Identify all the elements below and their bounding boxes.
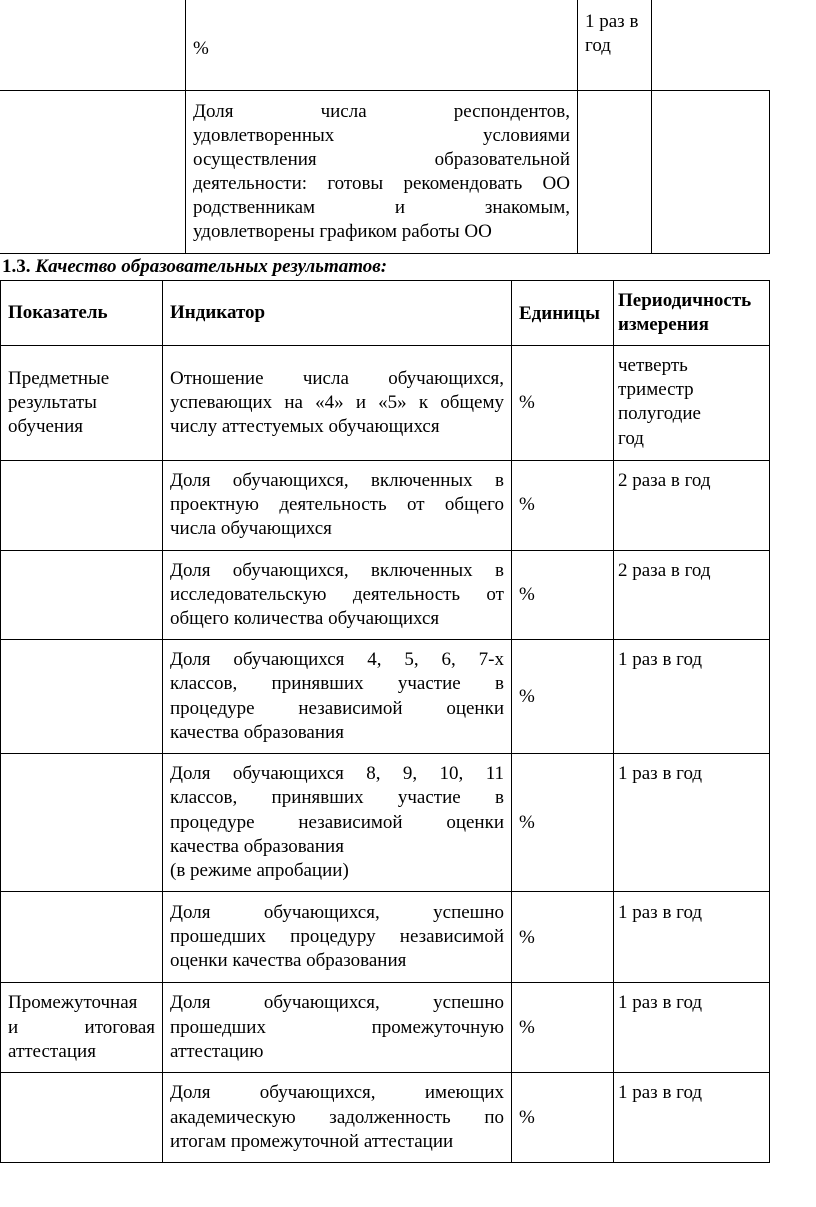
table-border [0, 1072, 770, 1073]
metric-line: числа обучающихся [170, 518, 332, 539]
text-line: удовлетворены графиком работы ОО [193, 221, 492, 242]
unit-cell: % [519, 584, 535, 605]
metric-line: классов, принявших участие в [170, 673, 504, 694]
top-table-border [651, 90, 652, 254]
top-table-border [577, 90, 578, 254]
metric-line: (в режиме апробации) [170, 860, 349, 881]
metric-line: Доля обучающихся 4, 5, 6, 7-х [170, 649, 504, 670]
top-table-border [185, 90, 186, 254]
metric-line: процедуре независимой оценки [170, 698, 504, 719]
period-line: 2 раза в год [618, 560, 711, 581]
header-unit: Единицы [519, 303, 600, 324]
table-border [0, 639, 770, 640]
top-table-border [769, 90, 770, 254]
metric-line: качества образования [170, 836, 344, 857]
metric-line: Доля обучающихся, имеющих [170, 1082, 504, 1103]
indicator-cell: и итоговая [8, 1017, 155, 1038]
top-table-border [0, 253, 770, 254]
period-line: 1 раз в год [618, 649, 703, 670]
top-periodicity-line1: 1 раз в [585, 11, 639, 32]
table-border [0, 891, 770, 892]
text-line: удовлетворенных условиями [193, 125, 570, 146]
period-line: 1 раз в год [618, 902, 703, 923]
metric-line: оценки качества образования [170, 950, 407, 971]
table-border [0, 753, 770, 754]
metric-line: Доля обучающихся, включенных в [170, 560, 504, 581]
metric-line: академическую задолженность по [170, 1107, 504, 1128]
metric-line: общего количества обучающихся [170, 608, 440, 629]
indicator-cell: аттестация [8, 1041, 96, 1062]
text-line: Доля числа респондентов, [193, 101, 570, 122]
period-line: 1 раз в год [618, 1082, 703, 1103]
table-border [162, 280, 163, 1163]
metric-line: исследовательскую деятельность от [170, 584, 504, 605]
table-border [0, 280, 1, 1163]
period-line: 2 раза в год [618, 470, 711, 491]
metric-line: проектную деятельность от общего [170, 494, 504, 515]
table-border [769, 280, 770, 1163]
header-period-line2: измерения [618, 314, 709, 335]
metric-line: Доля обучающихся 8, 9, 10, 11 [170, 763, 504, 784]
unit-cell: % [519, 812, 535, 833]
metric-line: Отношение числа обучающихся, [170, 368, 504, 389]
period-line: год [618, 428, 644, 449]
table-border [511, 280, 512, 1163]
metric-line: процедуре независимой оценки [170, 812, 504, 833]
top-table-border [651, 0, 652, 91]
top-table-border [0, 90, 770, 91]
indicator-cell: результаты [8, 392, 97, 413]
top-table-border [185, 0, 186, 91]
indicator-cell: Промежуточная [8, 992, 138, 1013]
period-line: 1 раз в год [618, 992, 703, 1013]
period-line: полугодие [618, 403, 701, 424]
table-border [0, 982, 770, 983]
table-border [0, 460, 770, 461]
unit-cell: % [519, 494, 535, 515]
indicator-cell: Предметные [8, 368, 110, 389]
text-line: родственникам и знакомым, [193, 197, 570, 218]
header-indicator: Показатель [8, 302, 108, 323]
metric-line: качества образования [170, 722, 344, 743]
metric-line: Доля обучающихся, успешно [170, 992, 504, 1013]
unit-cell: % [519, 1107, 535, 1128]
metric-line: успевающих на «4» и «5» к общему [170, 392, 504, 413]
header-metric: Индикатор [170, 302, 266, 323]
unit-cell: % [519, 927, 535, 948]
table-border [0, 550, 770, 551]
section-heading [2, 255, 387, 279]
table-border [613, 280, 614, 1163]
period-line: четверть [618, 355, 688, 376]
unit-cell: % [519, 1017, 535, 1038]
top-periodicity-line2: год [585, 35, 611, 56]
table-border [0, 280, 770, 281]
table-border [0, 1162, 770, 1163]
metric-line: итогам промежуточной аттестации [170, 1131, 454, 1152]
header-period-line1: Периодичность [618, 290, 752, 311]
period-line: 1 раз в год [618, 763, 703, 784]
text-line: деятельности: готовы рекомендовать ОО [193, 173, 570, 194]
period-line: триместр [618, 379, 694, 400]
top-table-border [577, 0, 578, 91]
metric-line: классов, принявших участие в [170, 787, 504, 808]
metric-line: прошедших процедуру независимой [170, 926, 504, 947]
metric-line: Доля обучающихся, успешно [170, 902, 504, 923]
section-number: 1.3. [2, 256, 31, 277]
metric-line: аттестацию [170, 1041, 264, 1062]
indicator-cell: обучения [8, 416, 84, 437]
unit-cell: % [519, 686, 535, 707]
text-line: осуществления образовательной [193, 149, 570, 170]
metric-line: числу аттестуемых обучающихся [170, 416, 440, 437]
unit-cell: % [519, 392, 535, 413]
table-border [0, 345, 770, 346]
section-title: Качество образовательных результатов: [35, 256, 388, 277]
metric-line: Доля обучающихся, включенных в [170, 470, 504, 491]
top-unit-cell: % [193, 38, 209, 59]
metric-line: прошедших промежуточную [170, 1017, 504, 1038]
top-indicator-cell [193, 100, 570, 244]
